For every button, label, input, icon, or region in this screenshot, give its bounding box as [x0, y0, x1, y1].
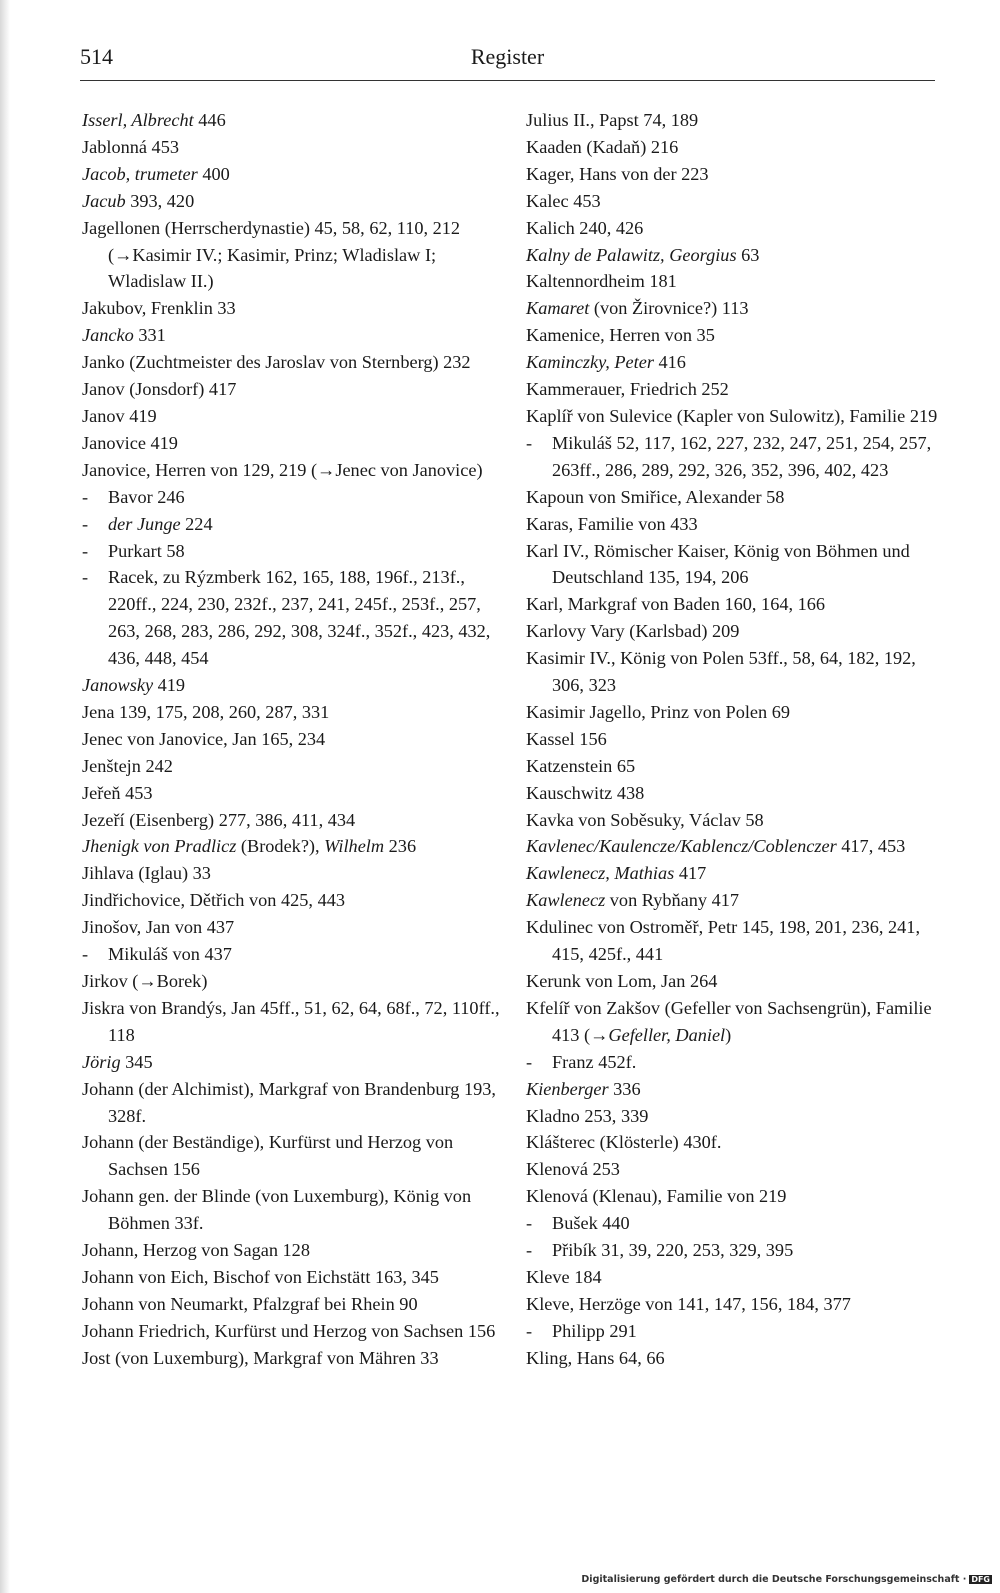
dfg-footer — [581, 1574, 992, 1585]
index-subentry: - Bavor 246 — [82, 486, 185, 507]
index-entry: Johann (der Beständige), Kurfürst und Herzog von Sachsen 156 — [82, 1132, 454, 1180]
index-subentry: - Franz 452f. — [526, 1051, 637, 1072]
index-entry: Jenec von Janovice, Jan 165, 234 — [82, 728, 326, 749]
index-entry: Kawlenecz, Mathias 417 — [526, 863, 707, 884]
running-head: Register — [470, 44, 545, 69]
index-entry: Kaaden (Kadaň) 216 — [526, 136, 679, 157]
index-entry: Kienberger 336 — [526, 1078, 641, 1099]
index-entry: Johann, Herzog von Sagan 128 — [82, 1240, 310, 1261]
index-entry: Jirkov (→Borek) — [82, 971, 208, 991]
index-entry: Kaminczky, Peter 416 — [526, 352, 686, 373]
index-entry: Katzenstein 65 — [526, 755, 636, 776]
index-entry: Kalich 240, 426 — [526, 217, 644, 238]
index-column-left — [82, 107, 502, 1372]
dfg-logo: DFG — [971, 1575, 990, 1584]
index-entry: Julius II., Papst 74, 189 — [526, 110, 699, 130]
index-entry: Kling, Hans 64, 66 — [526, 1347, 665, 1368]
index-subentry: - Mikuláš von 437 — [82, 944, 232, 965]
index-entry: Kasimir IV., König von Polen 53ff., 58, 64, 182, 192, 306, 323 — [526, 648, 916, 696]
index-entry: Jhenigk von Pradlicz (Brodek?), Wilhelm 236 — [82, 836, 417, 857]
index-entry: Jena 139, 175, 208, 260, 287, 331 — [82, 701, 330, 722]
index-entry: Kamaret (von Žirovnice?) 113 — [526, 298, 749, 319]
page-header — [80, 44, 935, 78]
index-entry: Janowsky 419 — [82, 675, 186, 696]
index-entry: Karas, Familie von 433 — [526, 513, 698, 534]
index-entry: Kaplíř von Sulevice (Kapler von Sulowitz), Familie 219 — [526, 405, 938, 426]
index-entry: Jancko 331 — [82, 325, 166, 346]
index-entry: Jakubov, Frenklin 33 — [82, 298, 236, 319]
footer-text: Digitalisierung gefördert durch die Deutsche Forschungsgemeinschaft · — [581, 1574, 967, 1585]
index-entry: Karlovy Vary (Karlsbad) 209 — [526, 621, 740, 642]
index-subentry: - Přibík 31, 39, 220, 253, 329, 395 — [526, 1240, 794, 1261]
index-entry: Kauschwitz 438 — [526, 782, 645, 803]
index-entry: Johann (der Alchimist), Markgraf von Brandenburg 193, 328f. — [82, 1078, 496, 1126]
index-entry: Kasimir Jagello, Prinz von Polen 69 — [526, 701, 791, 722]
index-entry: Kammerauer, Friedrich 252 — [526, 379, 729, 400]
index-entry: Janovice 419 — [82, 432, 178, 453]
index-entry: Kager, Hans von der 223 — [526, 163, 709, 184]
index-subentry: - Bušek 440 — [526, 1213, 630, 1234]
index-entry: Jihlava (Iglau) 33 — [82, 863, 211, 884]
index-subentry: - Racek, zu Rýzmberk 162, 165, 188, 196f., 213f., 220ff., 224, 230, 232f., 237, 241, 245f., 253f., 257, 263, 268, 283, 286, 292, 308, 324f., 352f., 423, 432, 436, 448, 454 — [82, 567, 491, 669]
index-entry: Kapoun von Smiřice, Alexander 58 — [526, 486, 785, 507]
index-entry: Kavka von Soběsuky, Václav 58 — [526, 809, 764, 830]
index-entry: Klášterec (Klösterle) 430f. — [526, 1132, 722, 1153]
index-entry: Kaltennordheim 181 — [526, 271, 677, 292]
index-entry: Jenštejn 242 — [82, 755, 173, 776]
index-entry: Kalec 453 — [526, 190, 601, 211]
index-entry: Johann von Eich, Bischof von Eichstätt 163, 345 — [82, 1266, 439, 1287]
index-entry: Jagellonen (Herrscherdynastie) 45, 58, 62, 110, 212 (→Kasimir IV.; Kasimir, Prinz; Wladislaw I; Wladislaw II.) — [82, 217, 461, 292]
index-entry: Jiskra von Brandýs, Jan 45ff., 51, 62, 64, 68f., 72, 110ff., 118 — [82, 997, 500, 1045]
index-entry: Kassel 156 — [526, 728, 607, 749]
index-entry: Isserl, Albrecht 446 — [82, 110, 226, 130]
index-subentry: - Purkart 58 — [82, 540, 185, 561]
index-entry: Johann Friedrich, Kurfürst und Herzog von Sachsen 156 — [82, 1320, 496, 1341]
index-entry: Janov 419 — [82, 405, 157, 426]
index-entry: Kladno 253, 339 — [526, 1105, 649, 1126]
index-entry: Johann gen. der Blinde (von Luxemburg), König von Böhmen 33f. — [82, 1186, 472, 1234]
index-entry: Klenová 253 — [526, 1159, 620, 1180]
index-entry: Kfelíř von Zakšov (Gefeller von Sachsengrün), Familie 413 (→Gefeller, Daniel) — [526, 997, 932, 1045]
index-entry: Karl, Markgraf von Baden 160, 164, 166 — [526, 594, 826, 615]
page-spine-shadow — [0, 0, 10, 1593]
index-entry: Jezeří (Eisenberg) 277, 386, 411, 434 — [82, 809, 356, 830]
index-entry: Jost (von Luxemburg), Markgraf von Mähren 33 — [82, 1347, 439, 1368]
index-entry: Janko (Zuchtmeister des Jaroslav von Sternberg) 232 — [82, 352, 471, 373]
index-subentry: - Mikuláš 52, 117, 162, 227, 232, 247, 251, 254, 257, 263ff., 286, 289, 292, 326, 352, 396, 402, 423 — [526, 432, 932, 480]
index-entry: Kavlenec/Kaulencze/Kablencz/Coblenczer 417, 453 — [526, 836, 906, 857]
index-entry: Jinošov, Jan von 437 — [82, 917, 235, 938]
index-entry: Jacob, trumeter 400 — [82, 163, 230, 184]
page-number: 514 — [80, 44, 113, 69]
index-entry: Kerunk von Lom, Jan 264 — [526, 971, 718, 991]
index-entry: Jindřichovice, Dětřich von 425, 443 — [82, 890, 345, 911]
index-entry: Kdulinec von Ostroměř, Petr 145, 198, 201, 236, 241, 415, 425f., 441 — [526, 917, 921, 965]
index-column-right — [526, 107, 946, 1372]
index-entry: Janov (Jonsdorf) 417 — [82, 379, 237, 400]
index-entry: Jablonná 453 — [82, 136, 179, 157]
index-entry: Kleve 184 — [526, 1266, 602, 1287]
index-entry: Jeřeň 453 — [82, 782, 153, 803]
index-entry: Janovice, Herren von 129, 219 (→Jenec von Janovice) — [82, 459, 483, 480]
index-subentry: - der Junge 224 — [82, 513, 213, 534]
index-entry: Kleve, Herzöge von 141, 147, 156, 184, 377 — [526, 1293, 851, 1314]
index-entry: Karl IV., Römischer Kaiser, König von Böhmen und Deutschland 135, 194, 206 — [526, 540, 910, 588]
index-entry: Jörig 345 — [82, 1051, 153, 1072]
index-entry: Kalny de Palawitz, Georgius 63 — [526, 244, 760, 265]
index-entry: Johann von Neumarkt, Pfalzgraf bei Rhein 90 — [82, 1293, 418, 1314]
index-subentry: - Philipp 291 — [526, 1320, 637, 1341]
index-entry: Jacub 393, 420 — [82, 190, 195, 211]
header-rule — [80, 80, 935, 81]
index-entry: Kamenice, Herren von 35 — [526, 325, 715, 346]
index-entry: Kawlenecz von Rybňany 417 — [526, 890, 740, 911]
index-entry: Klenová (Klenau), Familie von 219 — [526, 1186, 787, 1207]
